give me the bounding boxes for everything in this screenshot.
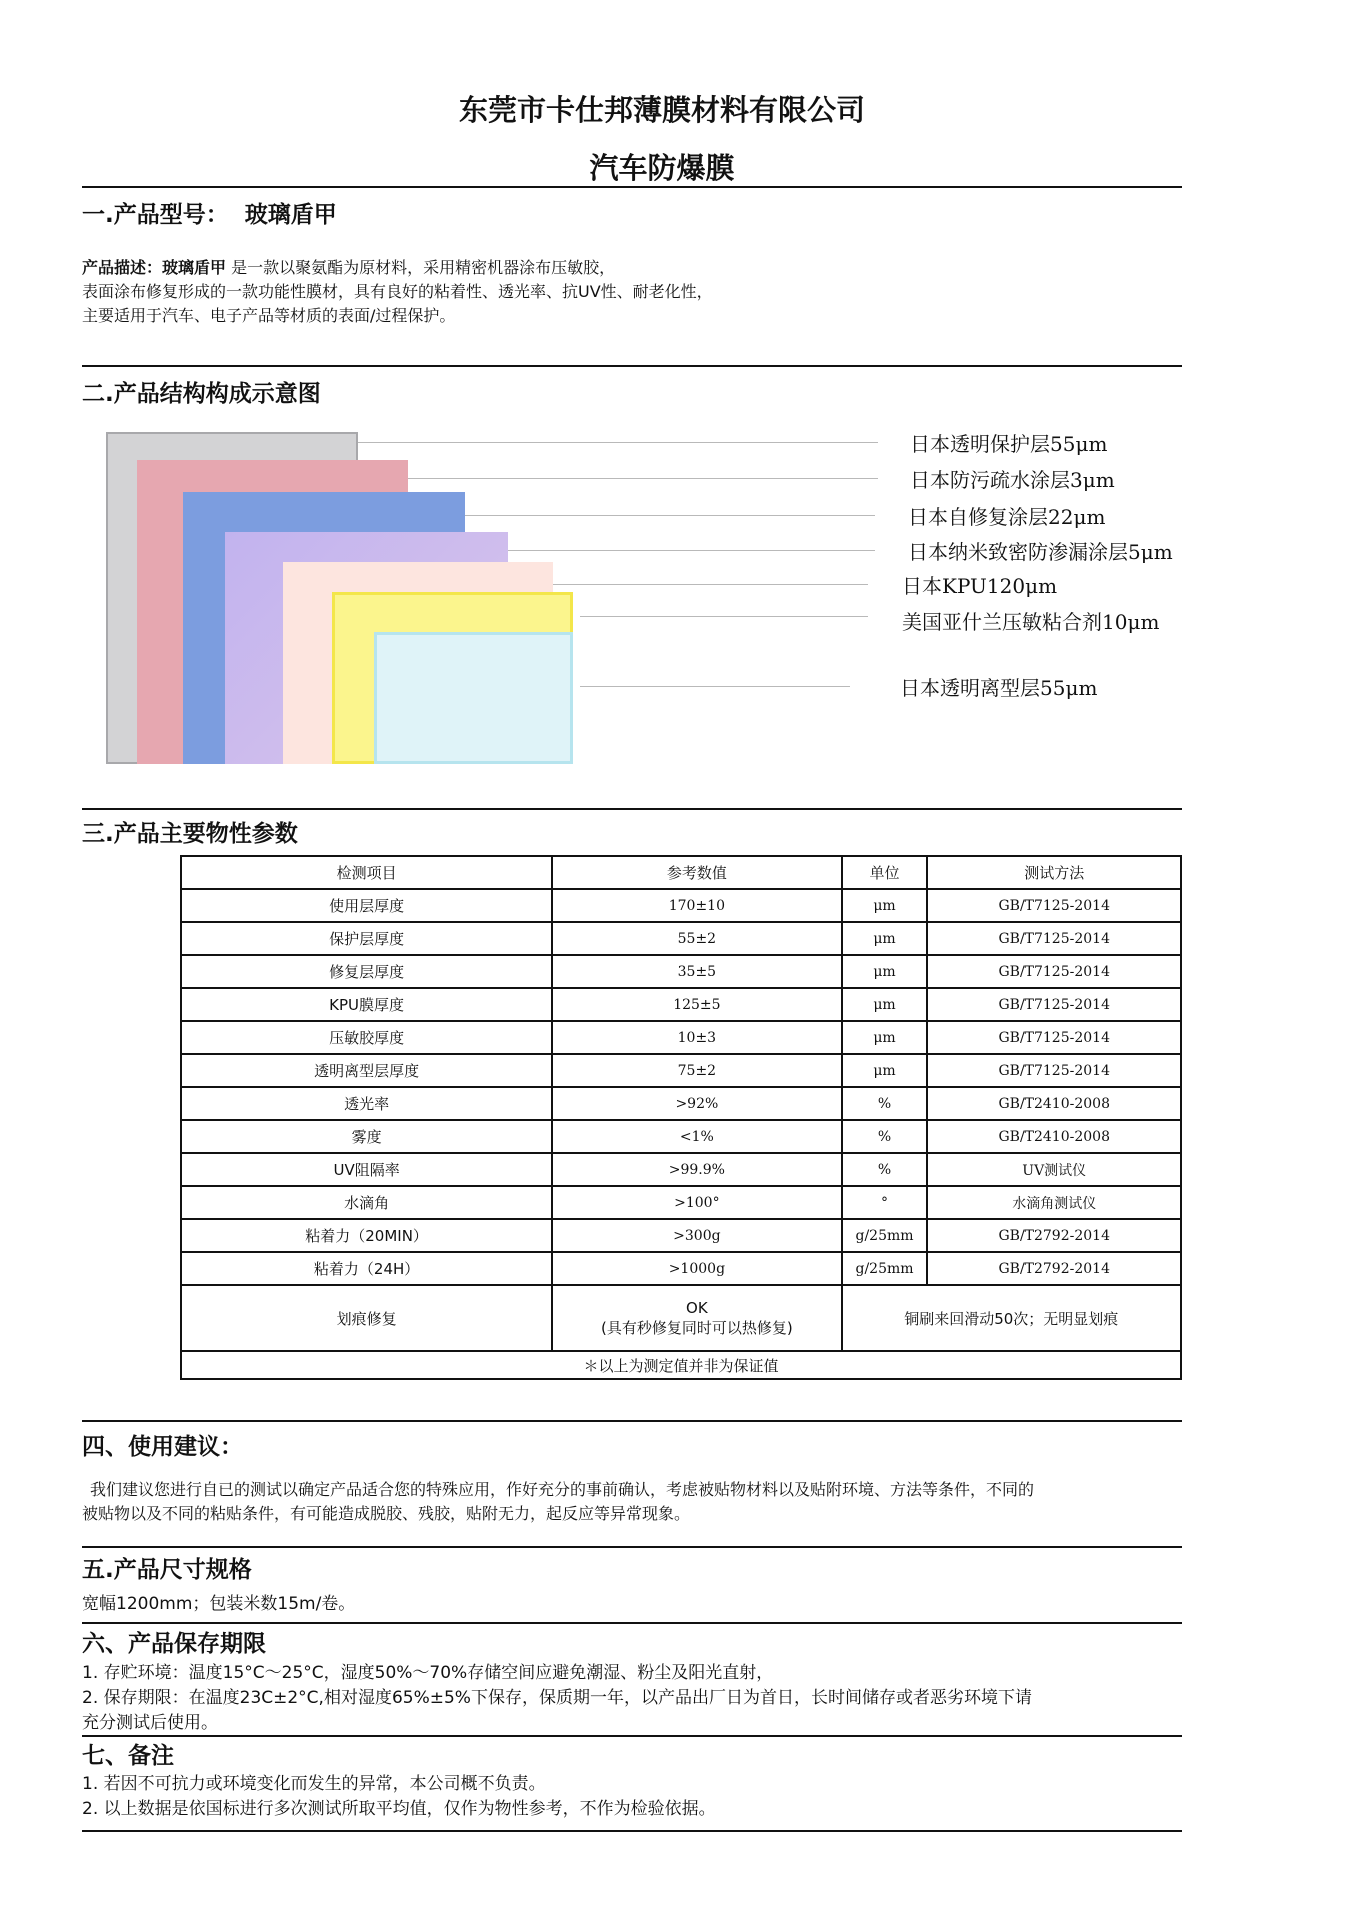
cell-item: KPU膜厚度 — [181, 988, 552, 1021]
cell-item: 粘着力（24H） — [181, 1252, 552, 1285]
cell-item: 使用层厚度 — [181, 889, 552, 922]
remark-item-2: 2. 以上数据是依国标进行多次测试所取平均值，仅作为物性参考，不作为检验依据。 — [82, 1799, 716, 1819]
table-row — [181, 1054, 1181, 1087]
cell-unit: μm — [842, 889, 928, 922]
cell-method: GB/T2410-2008 — [927, 1087, 1181, 1120]
cell-item: 雾度 — [181, 1120, 552, 1153]
cell-value: >300g — [552, 1219, 841, 1252]
cell-method: UV测试仪 — [927, 1153, 1181, 1186]
layer-label: 日本自修复涂层22μm — [908, 505, 1106, 529]
cell-value: 35±5 — [552, 955, 841, 988]
usage-advice-line-2: 被贴物以及不同的粘贴条件，有可能造成脱胶、残胶，贴附无力，起反应等异常现象。 — [82, 1504, 691, 1523]
cell-unit: % — [842, 1120, 928, 1153]
remarks-list — [82, 1772, 1192, 1822]
table-header-row — [181, 856, 1181, 889]
section6-heading: 六、产品保存期限 — [82, 1631, 266, 1657]
cell-unit: ° — [842, 1186, 928, 1219]
description-line-1 — [82, 256, 713, 280]
usage-advice-line-1: 我们建议您进行自已的测试以确定产品适合您的特殊应用，作好充分的事前确认，考虑被贴物材料以及贴附环境、方法等条件，不同的 — [90, 1480, 1035, 1499]
cell-value: >99.9% — [552, 1153, 841, 1186]
cell-unit: μm — [842, 1054, 928, 1087]
table-row — [181, 922, 1181, 955]
cell-item: 压敏胶厚度 — [181, 1021, 552, 1054]
cell-value — [552, 1285, 841, 1351]
table-row — [181, 1087, 1181, 1120]
description-line-2: 表面涂布修复形成的一款功能性膜材，具有良好的粘着性、透光率、抗UV性、耐老化性， — [82, 282, 713, 301]
divider — [82, 365, 1182, 367]
divider — [82, 186, 1182, 188]
table-row — [181, 889, 1181, 922]
cell-method: 水滴角测试仪 — [927, 1186, 1181, 1219]
description-text-1: 是一款以聚氨酯为原材料，采用精密机器涂布压敏胶， — [231, 258, 616, 277]
cell-method: GB/T7125-2014 — [927, 1021, 1181, 1054]
scratch-value-ok: OK — [686, 1298, 708, 1317]
layer-label: 日本防污疏水涂层3μm — [910, 468, 1115, 492]
cell-value: 55±2 — [552, 922, 841, 955]
leader-line — [358, 442, 878, 443]
divider — [82, 1622, 1182, 1624]
table-row — [181, 1120, 1181, 1153]
cell-item: 透光率 — [181, 1087, 552, 1120]
cell-value: 170±10 — [552, 889, 841, 922]
layer-label: 日本纳米致密防渗漏涂层5μm — [908, 540, 1173, 564]
cell-method: 铜刷来回滑动50次；无明显划痕 — [842, 1285, 1181, 1351]
cell-method: GB/T7125-2014 — [927, 988, 1181, 1021]
leader-line — [408, 478, 878, 479]
table-row — [181, 988, 1181, 1021]
cell-method: GB/T7125-2014 — [927, 922, 1181, 955]
table-row-scratch — [181, 1285, 1181, 1351]
storage-list — [82, 1661, 1192, 1736]
divider — [82, 808, 1182, 810]
cell-item: 粘着力（20MIN） — [181, 1219, 552, 1252]
cell-method: GB/T7125-2014 — [927, 955, 1181, 988]
table-row — [181, 1153, 1181, 1186]
product-description — [82, 256, 713, 328]
cell-value: 75±2 — [552, 1054, 841, 1087]
leader-line — [508, 550, 875, 551]
cell-item: 修复层厚度 — [181, 955, 552, 988]
cell-unit: g/25mm — [842, 1219, 928, 1252]
divider — [82, 1735, 1182, 1737]
section2-heading: 二.产品结构构成示意图 — [82, 381, 321, 407]
cell-method: GB/T2410-2008 — [927, 1120, 1181, 1153]
company-name: 东莞市卡仕邦薄膜材料有限公司 — [458, 93, 865, 127]
cell-item: 保护层厚度 — [181, 922, 552, 955]
layer-label: 日本KPU120μm — [902, 574, 1058, 598]
cell-value: >92% — [552, 1087, 841, 1120]
leader-line — [465, 515, 875, 516]
divider — [82, 1420, 1182, 1422]
scratch-value-note: (具有秒修复同时可以热修复) — [601, 1318, 793, 1337]
table-row — [181, 1219, 1181, 1252]
product-title: 汽车防爆膜 — [589, 151, 735, 185]
properties-table — [180, 855, 1182, 1380]
cell-unit: μm — [842, 1021, 928, 1054]
section3-heading: 三.产品主要物性参数 — [82, 821, 298, 847]
usage-advice — [82, 1478, 1192, 1526]
leader-line — [553, 584, 868, 585]
storage-item-1: 1. 存贮环境：温度15°C～25°C，湿度50%～70%存储空间应避免潮湿、粉尘及阳光直射， — [82, 1663, 774, 1683]
table-row — [181, 955, 1181, 988]
layer-release — [374, 632, 573, 764]
table-row — [181, 1186, 1181, 1219]
cell-unit: μm — [842, 955, 928, 988]
table-footnote-row — [181, 1351, 1181, 1379]
cell-method: GB/T7125-2014 — [927, 1054, 1181, 1087]
description-line-3: 主要适用于汽车、电子产品等材质的表面/过程保护。 — [82, 306, 456, 325]
layer-label: 日本透明离型层55μm — [900, 676, 1098, 700]
cell-item: 划痕修复 — [181, 1285, 552, 1351]
cell-method: GB/T2792-2014 — [927, 1219, 1181, 1252]
cell-method: GB/T2792-2014 — [927, 1252, 1181, 1285]
leader-line — [580, 686, 850, 687]
cell-value: >1000g — [552, 1252, 841, 1285]
cell-value: >100° — [552, 1186, 841, 1219]
storage-item-2: 2. 保存期限：在温度23C±2°C,相对湿度65%±5%下保存，保质期一年，以产品出厂日为首日，长时间储存或者恶劣环境下请 — [82, 1688, 1032, 1708]
remark-item-1: 1. 若因不可抗力或环境变化而发生的异常，本公司概不负责。 — [82, 1774, 546, 1794]
section4-heading: 四、使用建议： — [82, 1434, 243, 1460]
cell-item: UV阻隔率 — [181, 1153, 552, 1186]
description-product-name: 玻璃盾甲 — [162, 258, 227, 277]
layer-label: 日本透明保护层55μm — [910, 432, 1108, 456]
section1-heading — [82, 196, 337, 229]
product-model: 玻璃盾甲 — [244, 202, 337, 228]
storage-item-2-cont: 充分测试后使用。 — [82, 1713, 218, 1733]
size-spec: 宽幅1200mm；包装米数15m/卷。 — [82, 1594, 356, 1614]
table-row — [181, 1021, 1181, 1054]
description-label: 产品描述： — [82, 258, 163, 277]
cell-unit: g/25mm — [842, 1252, 928, 1285]
section7-heading: 七、备注 — [82, 1743, 174, 1769]
section5-heading: 五.产品尺寸规格 — [82, 1557, 252, 1583]
cell-method: GB/T7125-2014 — [927, 889, 1181, 922]
cell-unit: μm — [842, 988, 928, 1021]
column-header: 检测项目 — [181, 856, 552, 889]
layer-label: 美国亚什兰压敏粘合剂10μm — [902, 610, 1160, 634]
divider — [82, 1546, 1182, 1548]
table-row — [181, 1252, 1181, 1285]
cell-value: 125±5 — [552, 988, 841, 1021]
column-header: 单位 — [842, 856, 928, 889]
cell-unit: % — [842, 1153, 928, 1186]
cell-value: <1% — [552, 1120, 841, 1153]
column-header: 测试方法 — [927, 856, 1181, 889]
cell-unit: % — [842, 1087, 928, 1120]
table-footnote: ＊以上为测定值并非为保证值 — [181, 1351, 1181, 1379]
column-header: 参考数值 — [552, 856, 841, 889]
cell-item: 透明离型层厚度 — [181, 1054, 552, 1087]
divider — [82, 1830, 1182, 1832]
cell-item: 水滴角 — [181, 1186, 552, 1219]
cell-unit: μm — [842, 922, 928, 955]
cell-value: 10±3 — [552, 1021, 841, 1054]
leader-line — [580, 616, 868, 617]
section1-heading-text: 一.产品型号： — [82, 202, 229, 228]
